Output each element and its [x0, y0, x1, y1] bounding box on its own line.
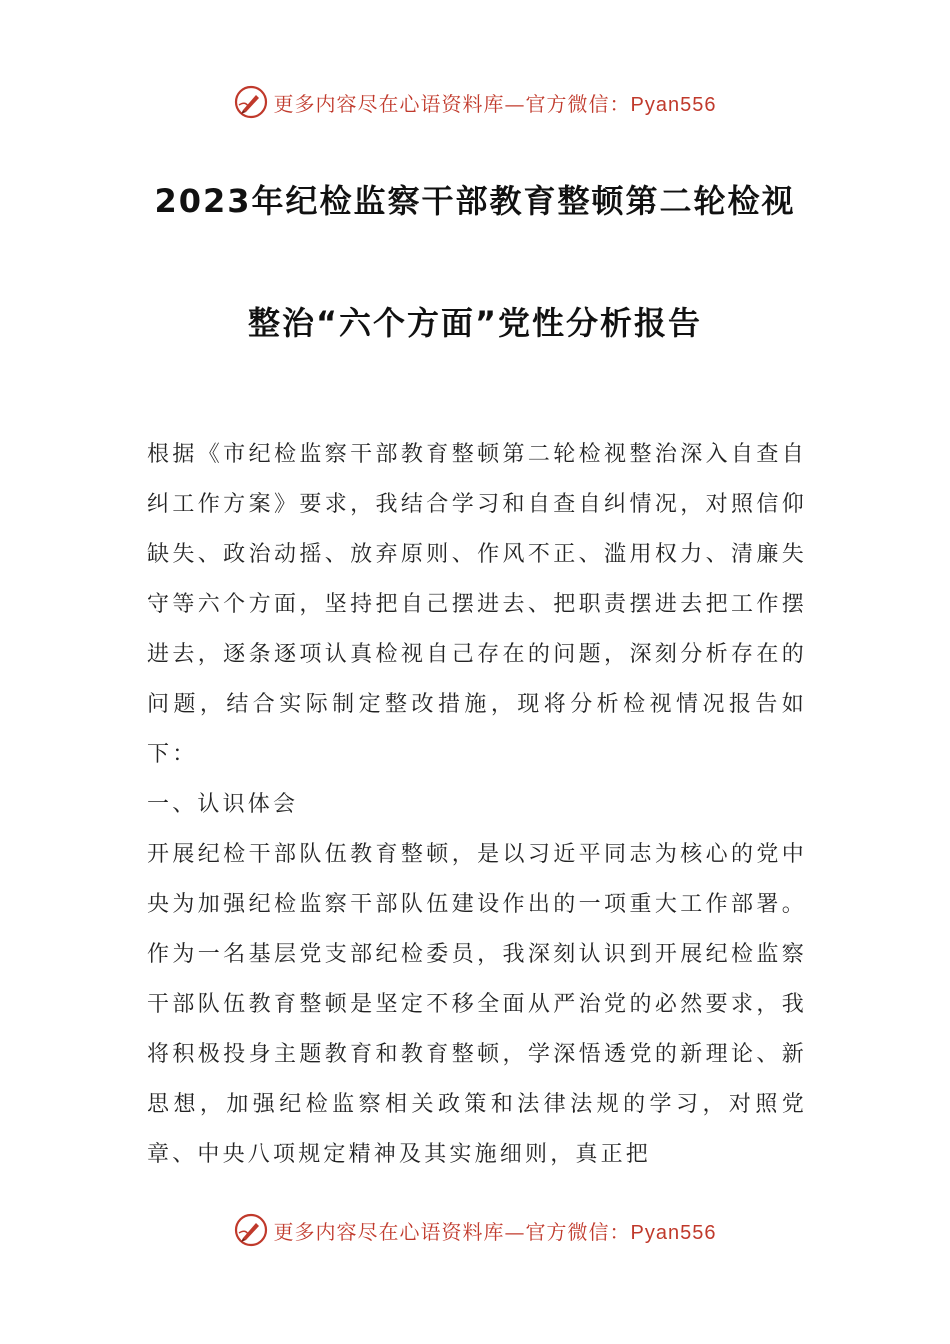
- watermark-banner-top: [0, 82, 950, 122]
- watermark-text: 更多内容尽在心语资料库—官方微信：Pyan556: [273, 91, 717, 116]
- document-body: [147, 430, 807, 1180]
- watermark-text: 更多内容尽在心语资料库—官方微信：Pyan556: [273, 1219, 717, 1244]
- paragraph-understanding: 开展纪检干部队伍教育整顿，是以习近平同志为核心的党中央为加强纪检监察干部队伍建设作出的一项重大工作部署。作为一名基层党支部纪检委员，我深刻认识到开展纪检监察干部队伍教育整顿是坚定不移全面从严治党的必然要求，我将积极投身主题教育和教育整顿，学深悟透党的新理论、新思想，加强纪检监察相关政策和法律法规的学习，对照党章、中央八项规定精神及其实施细则，真正把: [147, 842, 807, 1167]
- watermark-banner-bottom: [0, 1210, 950, 1250]
- section-heading: 一、认识体会: [147, 792, 299, 817]
- pen-logo-icon: [234, 85, 268, 119]
- document-title-line-2: 整治“六个方面”党性分析报告: [247, 304, 703, 342]
- document-title-line-1: 2023年纪检监察干部教育整顿第二轮检视: [154, 182, 796, 220]
- wechat-id: Pyan556: [630, 93, 717, 116]
- pen-logo-icon: [234, 1213, 268, 1247]
- paragraph-intro: 根据《市纪检监察干部教育整顿第二轮检视整治深入自查自纠工作方案》要求，我结合学习和自查自纠情况，对照信仰缺失、政治动摇、放弃原则、作风不正、滥用权力、清廉失守等六个方面，坚持把自己摆进去、把职责摆进去把工作摆进去，逐条逐项认真检视自己存在的问题，深刻分析存在的问题，结合实际制定整改措施，现将分析检视情况报告如下：: [147, 442, 807, 767]
- wechat-id: Pyan556: [630, 1221, 717, 1244]
